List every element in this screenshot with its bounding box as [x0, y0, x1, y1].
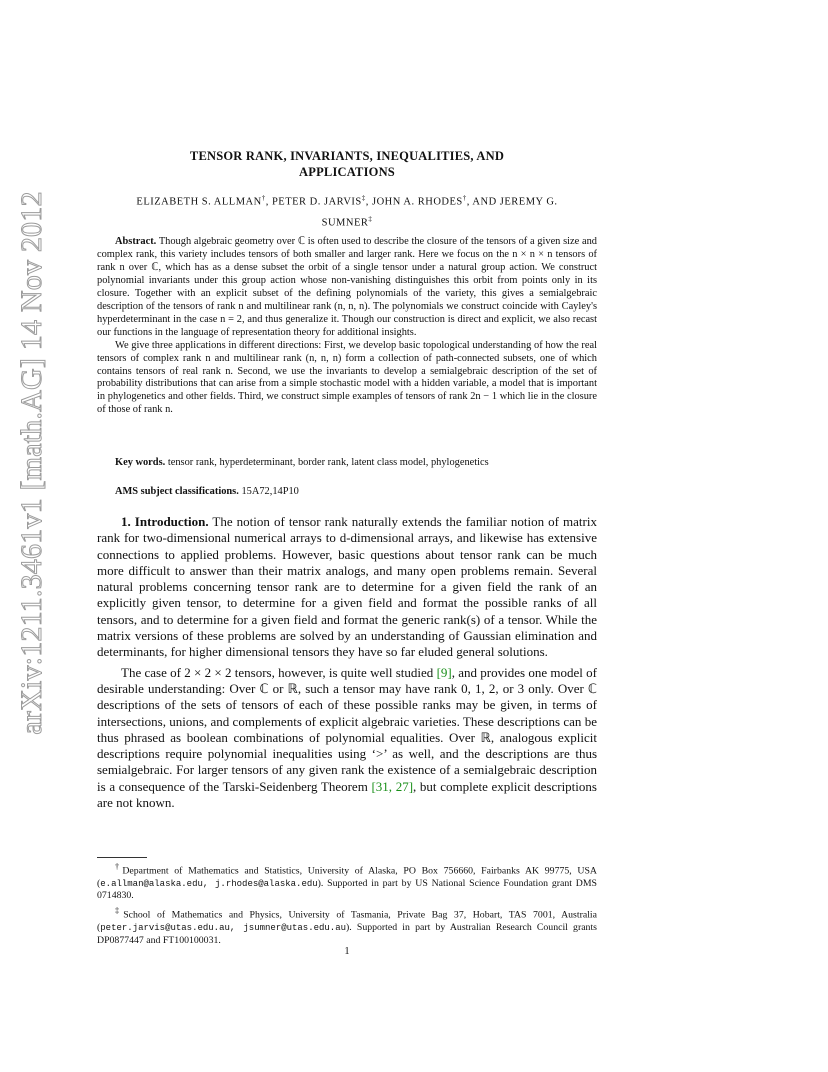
intro-text: The case of 2 × 2 × 2 tensors, however, is quite well studied	[121, 664, 437, 680]
title-line-2: APPLICATIONS	[299, 165, 395, 179]
citation-link[interactable]: [31, 27]	[371, 778, 414, 794]
abstract-paragraph	[97, 236, 597, 340]
author-line-2	[96, 211, 598, 232]
abstract-label: Abstract.	[115, 236, 157, 247]
footnote-item	[97, 861, 597, 902]
footnote-text: ). Supported in part by Australian Research Council grants DP0877447 and FT100100031.	[97, 922, 597, 946]
author-affil-mark: ‡	[361, 194, 366, 202]
keywords-label: Key words.	[115, 457, 166, 468]
abstract-text: Though algebraic geometry over ℂ is often used to describe the closure of the tensors of a given size and complex rank, this variety includes tensors of both smaller and larger rank. Here we focus on the n × n × n tensors of rank n over ℂ, which has as a dense subset the orbit of a single tensor under a natural group action. We construct polynomial invariants under this group action whose non-vanishing distinguishes this orbit from points only in its closure. Together with an explicit subset of the defining polynomials of the variety, this gives a semialgebraic description of the tensors of rank n and multilinear rank (n, n, n). The polynomials we construct coincide with Cayley's hyperdeterminant in the case n = 2, and thus generalize it. Though our construction is direct and explicit, we also recast our functions in the language of representation theory for additional insights.	[97, 236, 597, 338]
author-line-1	[96, 190, 598, 211]
footnote-email: e.allman@alaska.edu, j.rhodes@alaska.edu	[100, 878, 318, 889]
section-heading: 1. Introduction.	[121, 514, 209, 529]
ams-classification-line	[97, 486, 597, 497]
intro-text: , and provides one model of desirable understanding: Over ℂ or ℝ, such a tensor may have rank 0, 1, 2, or 3 only. Over ℂ descriptions of the sets of tensors of each of these possible ranks may be given, in terms of intersections, unions, and complements of explicit algebraic varieties. These descriptions can be thus phrased as boolean combinations of polynomial equalities. Over ℝ, analogous explicit descriptions require polynomial inequalities using ‘>’ as well, and the descriptions are thus semialgebraic. For larger tensors of any given rank the existence of a semialgebraic description is a consequence of the Tarski-Seidenberg Theorem	[97, 664, 597, 794]
intro-paragraph	[97, 665, 597, 812]
ams-text: 15A72,14P10	[241, 486, 299, 497]
keywords-text: tensor rank, hyperdeterminant, border rank, latent class model, phylogenetics	[167, 457, 489, 468]
footnote-text: ). Supported in part by US National Science Foundation grant DMS 0714830.	[97, 877, 597, 902]
abstract-paragraph: We give three applications in different directions: First, we develop basic topological understanding of how the real tensors of complex rank n and multilinear rank (n, n, n) form a collection of path-connected subsets, one of which contains tensors of real rank n. Second, we use the invariants to develop a semialgebraic description of the set of probability distributions that can arise from a simple stochastic model with a hidden variable, a model that is important in phylogenetics and other fields. Third, we construct simple examples of tensors of rank 2n − 1 which lie in the closure of those of rank n.	[97, 339, 597, 416]
author-allman: ELIZABETH S. ALLMAN	[136, 196, 262, 208]
ams-label: AMS subject classifications.	[115, 486, 239, 497]
intro-text: The notion of tensor rank naturally extends the familiar notion of matrix rank for two-dimensional numerical arrays to d-dimensional arrays, and likewise has extensive connections to applied problems. However, basic questions about tensor rank can be much more difficult to answer than their matrix analogs, and many open problems remain. Several natural problems concerning tensor rank are to determine for a given field the rank of an explicitly given tensor, to determine for a given field and format the possible ranks of all tensors, and to determine for a given field and format the generic rank(s) of a tensor. While the matrix versions of these problems are solved by an understanding of Gaussian elimination and determinants, for higher dimensional tensors they have so far eluded general solutions.	[97, 514, 597, 660]
author-sumner-part1: , AND JEREMY G.	[466, 196, 558, 208]
author-sumner-part2: SUMNER	[321, 217, 369, 228]
footnote-email: peter.jarvis@utas.edu.au, jsumner@utas.edu.au	[100, 923, 347, 934]
author-affil-mark: †	[261, 194, 266, 202]
author-affil-mark: ‡	[368, 214, 373, 223]
paper-title	[96, 148, 598, 180]
author-jarvis: , PETER D. JARVIS	[265, 196, 362, 208]
title-line-1: TENSOR RANK, INVARIANTS, INEQUALITIES, AND	[189, 149, 505, 163]
abstract-section	[97, 236, 597, 417]
footnote-mark: ‡	[115, 906, 124, 916]
introduction-section	[97, 514, 597, 815]
page-number: 1	[344, 946, 350, 957]
intro-paragraph	[97, 514, 597, 661]
author-list	[96, 190, 598, 231]
footnotes-section	[97, 861, 597, 950]
citation-link[interactable]: [9]	[436, 664, 452, 680]
arxiv-stamp-text: arXiv:1211.3461v1 [math.AG] 14 Nov 2012	[15, 191, 48, 735]
footnote-divider	[97, 857, 147, 858]
footnote-text: School of Mathematics and Physics, University of Tasmania, Private Bag 37, Hobart, TAS 7001, Australia (	[97, 909, 597, 934]
arxiv-identifier-stamp	[14, 191, 50, 735]
intro-text: , but complete explicit descriptions are not known.	[97, 778, 597, 811]
footnote-text: Department of Mathematics and Statistics, University of Alaska, PO Box 756660, Fairbanks AK 99775, USA (	[97, 865, 598, 889]
author-affil-mark: †	[462, 194, 467, 202]
keywords-line	[97, 457, 597, 468]
footnote-item	[97, 905, 597, 946]
author-rhodes: , JOHN A. RHODES	[365, 196, 463, 208]
footnote-mark: †	[115, 862, 123, 871]
